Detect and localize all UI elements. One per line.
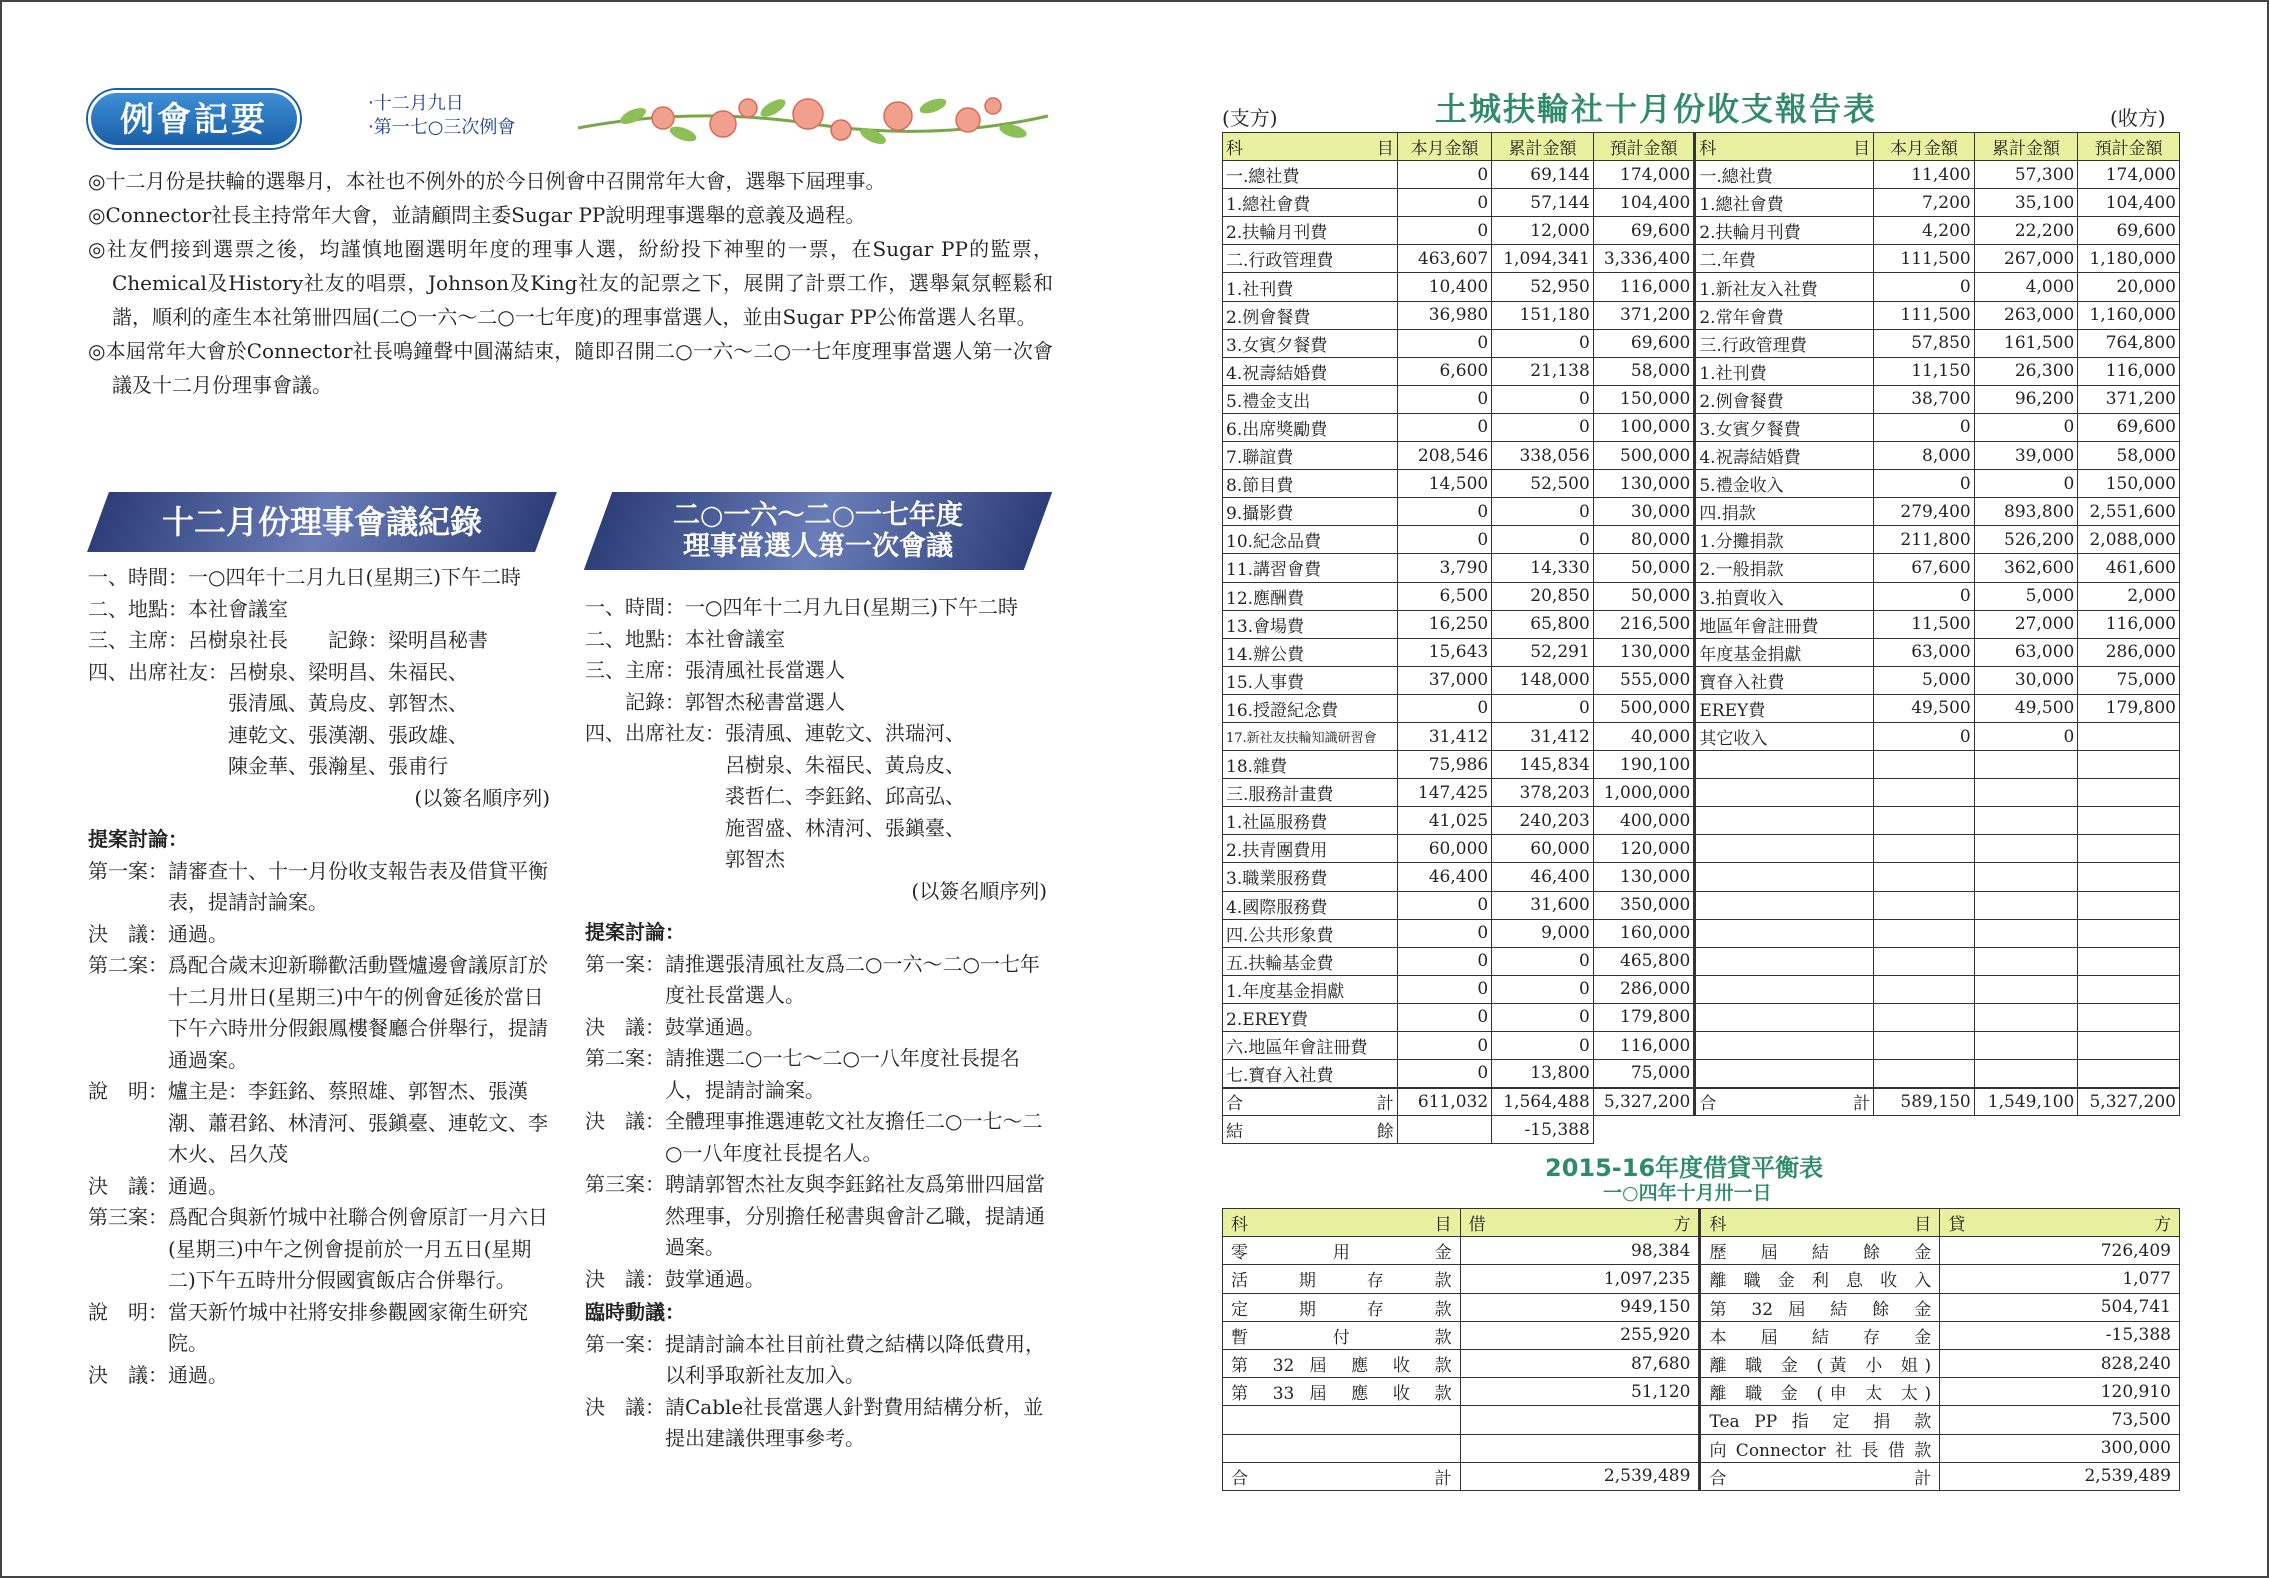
table-row: 零用金 98,384 歷屆結餘金 726,409 [1223, 1237, 2180, 1265]
table-row: 七.寶眘入社費 0 13,800 75,000 [1223, 1060, 2180, 1088]
balance-sheet-title: 2015-16年度借貸平衡表 [1545, 1154, 1824, 1182]
agenda-item: 決 議： 通過。 [88, 1362, 228, 1387]
time-label: 一、時間： [585, 595, 685, 619]
agenda-item: 決 議： 鼓掌通過。 [585, 1014, 765, 1039]
balance-row: 結 餘 -15,388 [1223, 1116, 2180, 1144]
elect-meeting-title-line2: 理事當選人第一次會議 [683, 531, 953, 563]
meeting-time: 一○四年十二月九日(星期三)下午二時 [685, 595, 1019, 619]
header-cumulative: 累計金額 [1492, 133, 1594, 161]
table-row: 暫付款 255,920 本屆結存金 -15,388 [1223, 1321, 2180, 1349]
time-label: 一、時間： [88, 565, 188, 589]
income-corner-label: (收方) [2110, 106, 2166, 130]
table-row: 六.地區年會註冊費 0 0 116,000 [1223, 1032, 2180, 1060]
table-row: 五.扶輪基金費 0 0 465,800 [1223, 947, 2180, 975]
intro-paragraph: ◎十二月份是扶輪的選舉月，本社也不例外的於今日例會中召開常年大會，選舉下屆理事。 [88, 169, 886, 193]
extra-motion-title: 臨時動議： [585, 1300, 685, 1324]
table-row: 7.聯誼費 208,546 338,056 500,000 4.祝壽結婚費 8,000 39,000 58,000 [1223, 442, 2180, 470]
agenda-item: 第一案： 請推選張清風社友爲二○一六～二○一七年度社長當選人。 [585, 951, 1040, 1007]
table-row: 17.新社友扶輪知識研習會 31,412 31,412 40,000 其它收入 0 0 [1223, 722, 2180, 750]
table-row: 第 32 屆 應 收 款 87,680 離 職 金 (黃 小 姐) 828,240 [1223, 1349, 2180, 1377]
table-row: 一.總社費 0 69,144 174,000 一.總社費 11,400 57,300 174,000 [1223, 161, 2180, 189]
table-row: 3.女賓夕餐費 0 0 69,600 三.行政管理費 57,850 161,500 764,800 [1223, 329, 2180, 357]
board-meeting-minutes [88, 562, 550, 1391]
minutes-summary [88, 86, 1053, 402]
table-row: Tea PP 指 定 捐 款 73,500 [1223, 1406, 2180, 1434]
attendee-line: 陳金華、張瀚星、張甫行 [228, 754, 448, 778]
board-meeting-title: 十二月份理事會議紀錄 [161, 503, 482, 541]
attendee-line: 裘哲仁、李鈺銘、邱高弘、 [725, 784, 965, 808]
table-row: 第 33 屆 應 收 款 51,120 離 職 金 (申 太 太) 120,910 [1223, 1378, 2180, 1406]
table-row: 二.行政管理費 463,607 1,094,341 3,336,400 二.年費 111,500 267,000 1,180,000 [1223, 245, 2180, 273]
table-row: 1.社刊費 10,400 52,950 116,000 1.新社友入社費 0 4,000 20,000 [1223, 273, 2180, 301]
meeting-place: 本社會議室 [188, 596, 288, 621]
intro-paragraphs [88, 164, 1053, 402]
table-row: 4.國際服務費 0 31,600 350,000 [1223, 891, 2180, 919]
header-subject: 科 目 [1695, 133, 1874, 161]
rose-decoration-icon [573, 86, 1053, 152]
attend-label: 四、出席社友： [585, 721, 725, 745]
finance-report-table [1222, 132, 2180, 1144]
table-row: 14.辦公費 15,643 52,291 130,000 年度基金捐獻 63,000 63,000 286,000 [1223, 638, 2180, 666]
table-row: 2.扶輪月刊費 0 12,000 69,600 2.扶輪月刊費 4,200 22,200 69,600 [1223, 217, 2180, 245]
agenda-item: 說 明： 爐主是：李鈺銘、蔡照雄、郭智杰、張漢潮、蕭君銘、林清河、張鎭臺、連乾文、李木火、呂久茂 [88, 1079, 548, 1166]
intro-paragraph: ◎社友們接到選票之後，均謹慎地圈選明年度的理事人選，紛紛投下神聖的一票，在Sugar PP的監票，Chemical及History社友的唱票，Johnson及King社友的記票之下，展開了計票工作，選舉氣氛輕鬆和諧，順利的產生本社第卌四屆(二○一六～二○一七年度)的理事當選人，並由Sugar PP公佈當選人名單。 [88, 237, 1053, 329]
attend-label: 四、出席社友： [88, 659, 228, 684]
agenda-item: 決 議： 請Cable社長當選人針對費用結構分析，並提出建議供理事參考。 [585, 1394, 1044, 1450]
table-row: 三.服務計畫費 147,425 378,203 1,000,000 [1223, 779, 2180, 807]
table-row: 3.職業服務費 46,400 46,400 130,000 [1223, 863, 2180, 891]
header-budget: 預計金額 [2078, 133, 2180, 161]
table-row: 10.紀念品費 0 0 80,000 1.分攤捐款 211,800 526,200 2,088,000 [1223, 526, 2180, 554]
table-row: 18.雜費 75,986 145,834 190,100 [1223, 751, 2180, 779]
agenda-item: 第二案： 請推選二○一七～二○一八年度社長提名人，提請討論案。 [585, 1046, 1020, 1102]
board-meeting-banner [98, 492, 546, 552]
recorder-label: 記錄： [585, 689, 685, 714]
minutes-header [88, 86, 1053, 156]
header-subject: 科 目 [1223, 133, 1398, 161]
table-row: 向Connector社長借款 300,000 [1223, 1434, 2180, 1462]
attendee-line: 張清風、連乾文、洪瑞河、 [725, 721, 965, 745]
discussion-title: 提案討論： [585, 920, 685, 944]
discussion-title: 提案討論： [88, 827, 188, 851]
table-row: 4.祝壽結婚費 6,600 21,138 58,000 1.社刊費 11,150 26,300 116,000 [1223, 357, 2180, 385]
table-row: 15.人事費 37,000 148,000 555,000 寶眘入社費 5,000 30,000 75,000 [1223, 666, 2180, 694]
intro-paragraph: ◎本屆常年大會於Connector社長鳴鐘聲中圓滿結束，隨即召開二○一六～二○一七年度理事當選人第一次會議及十二月份理事會議。 [88, 339, 1053, 397]
attendee-line: 連乾文、張漢潮、張政雄、 [228, 722, 468, 747]
table-row: 5.禮金支出 0 0 150,000 2.例會餐費 38,700 96,200 371,200 [1223, 385, 2180, 413]
finance-title: 土城扶輪社十月份收支報告表 [1435, 90, 1878, 128]
attendee-line: 施習盛、林清河、張鎭臺、 [725, 815, 965, 840]
table-header-row [1223, 133, 2180, 161]
attendee-line: 郭智杰 [725, 847, 785, 871]
place-label: 二、地點： [88, 596, 188, 621]
meeting-number: ‧第一七○三次例會 [368, 117, 516, 138]
meeting-chair: 張清風社長當選人 [685, 658, 845, 682]
total-row: 合 計 2,539,489 合 計 2,539,489 [1223, 1462, 2180, 1490]
table-row: 2.例會餐費 36,980 151,180 371,200 2.常年會費 111,500 263,000 1,160,000 [1223, 301, 2180, 329]
agenda-item: 第二案： 爲配合歲末迎新聯歡活動暨爐邊會議原訂於十二月卅日(星期三)中午的例會延後於當日下午六時卅分假銀鳳樓餐廳合併舉行，提請通過案。 [88, 953, 548, 1072]
agenda-item: 第三案： 聘請郭智杰社友與李鈺銘社友爲第卌四屆當然理事，分別擔任秘書與會計乙職，提請通過案。 [585, 1172, 1045, 1259]
intro-paragraph: ◎Connector社長主持常年大會，並請顧問主委Sugar PP說明理事選舉的意義及過程。 [88, 203, 866, 227]
agenda-item: 決 議： 鼓掌通過。 [585, 1266, 765, 1291]
minutes-badge: 例會記要 [88, 90, 300, 148]
table-row: 9.攝影費 0 0 30,000 四.捐款 279,400 893,800 2,551,600 [1223, 498, 2180, 526]
header-cumulative: 累計金額 [1974, 133, 2078, 161]
meeting-info [368, 92, 515, 140]
table-row: 16.授證紀念費 0 0 500,000 EREY費 49,500 49,500 179,800 [1223, 694, 2180, 722]
meeting-recorder: 郭智杰秘書當選人 [685, 689, 845, 714]
table-row: 四.公共形象費 0 9,000 160,000 [1223, 919, 2180, 947]
table-row: 11.講習會費 3,790 14,330 50,000 2.一般捐款 67,600 362,600 461,600 [1223, 554, 2180, 582]
agenda-item: 決 議： 通過。 [88, 1173, 228, 1198]
expense-corner-label: (支方) [1222, 106, 1278, 130]
table-row: 1.總社會費 0 57,144 104,400 1.總社會費 7,200 35,100 104,400 [1223, 189, 2180, 217]
agenda-item: 第一案： 提請討論本社目前社費之結構以降低費用，以利爭取新社友加入。 [585, 1331, 1045, 1387]
table-row: 6.出席獎勵費 0 0 100,000 3.女賓夕餐費 0 0 69,600 [1223, 413, 2180, 441]
total-row: 合 計 611,032 1,564,488 5,327,200 合 計 589,150 1,549,100 5,327,200 [1223, 1088, 2180, 1116]
meeting-place: 本社會議室 [685, 626, 785, 651]
table-row: 8.節目費 14,500 52,500 130,000 5.禮金收入 0 0 150,000 [1223, 470, 2180, 498]
balance-sheet-date: 一○四年十月卅一日 [1603, 1182, 1772, 1204]
elect-meeting-title-line1: 二○一六～二○一七年度 [672, 500, 964, 531]
table-row: 1.年度基金捐獻 0 0 286,000 [1223, 975, 2180, 1003]
header-month: 本月金額 [1874, 133, 1975, 161]
balance-sheet-table [1222, 1208, 2180, 1491]
balance-value: -15,388 [1492, 1116, 1594, 1144]
order-note: (以簽名順序列) [414, 785, 550, 810]
attendee-line: 張清風、黃烏皮、郭智杰、 [228, 691, 468, 715]
header-month: 本月金額 [1397, 133, 1491, 161]
place-label: 二、地點： [585, 626, 685, 651]
agenda-item: 第三案： 爲配合與新竹城中社聯合例會原訂一月六日(星期三)中午之例會提前於一月五日(星期二)下午五時卅分假國賓飯店合併舉行。 [88, 1205, 548, 1292]
meeting-time: 一○四年十二月九日(星期三)下午二時 [188, 565, 522, 589]
elect-meeting-banner [598, 492, 1038, 570]
elect-meeting-minutes [585, 592, 1047, 1455]
table-row: 2.扶青團費用 60,000 60,000 120,000 [1223, 835, 2180, 863]
header-budget: 預計金額 [1593, 133, 1695, 161]
table-row: 13.會場費 16,250 65,800 216,500 地區年會註冊費 11,500 27,000 116,000 [1223, 610, 2180, 638]
table-row: 定期存款 949,150 第 32 屆 結 餘 金 504,741 [1223, 1293, 2180, 1321]
table-row: 1.社區服務費 41,025 240,203 400,000 [1223, 807, 2180, 835]
meeting-date: ‧十二月九日 [368, 93, 464, 114]
agenda-item: 決 議： 全體理事推選連乾文社友擔任二○一七～二○一八年度社長提名人。 [585, 1109, 1043, 1165]
table-row: 2.EREY費 0 0 179,800 [1223, 1003, 2180, 1031]
order-note: (以簽名順序列) [911, 878, 1047, 903]
agenda-item: 第一案： 請審查十、十一月份收支報告表及借貸平衡表，提請討論案。 [88, 858, 548, 914]
attendee-line: 呂樹泉、朱福民、黃烏皮、 [725, 752, 965, 777]
agenda-item: 說 明： 當天新竹城中社將安排參觀國家衛生研究院。 [88, 1299, 528, 1355]
chair-label: 三、主席： [585, 658, 685, 682]
table-header-row: 科 目 借 方 科 目 貸 方 [1223, 1209, 2180, 1237]
table-row: 活期存款 1,097,235 離職金利息收入 1,077 [1223, 1265, 2180, 1293]
agenda-item: 決 議： 通過。 [88, 921, 228, 946]
chair-label: 三、主席： [88, 628, 188, 652]
meeting-chair: 呂樹泉社長 記錄：梁明昌秘書 [188, 628, 488, 652]
attendee-line: 呂樹泉、梁明昌、朱福民、 [228, 659, 468, 684]
table-row: 12.應酬費 6,500 20,850 50,000 3.拍賣收入 0 5,000 2,000 [1223, 582, 2180, 610]
